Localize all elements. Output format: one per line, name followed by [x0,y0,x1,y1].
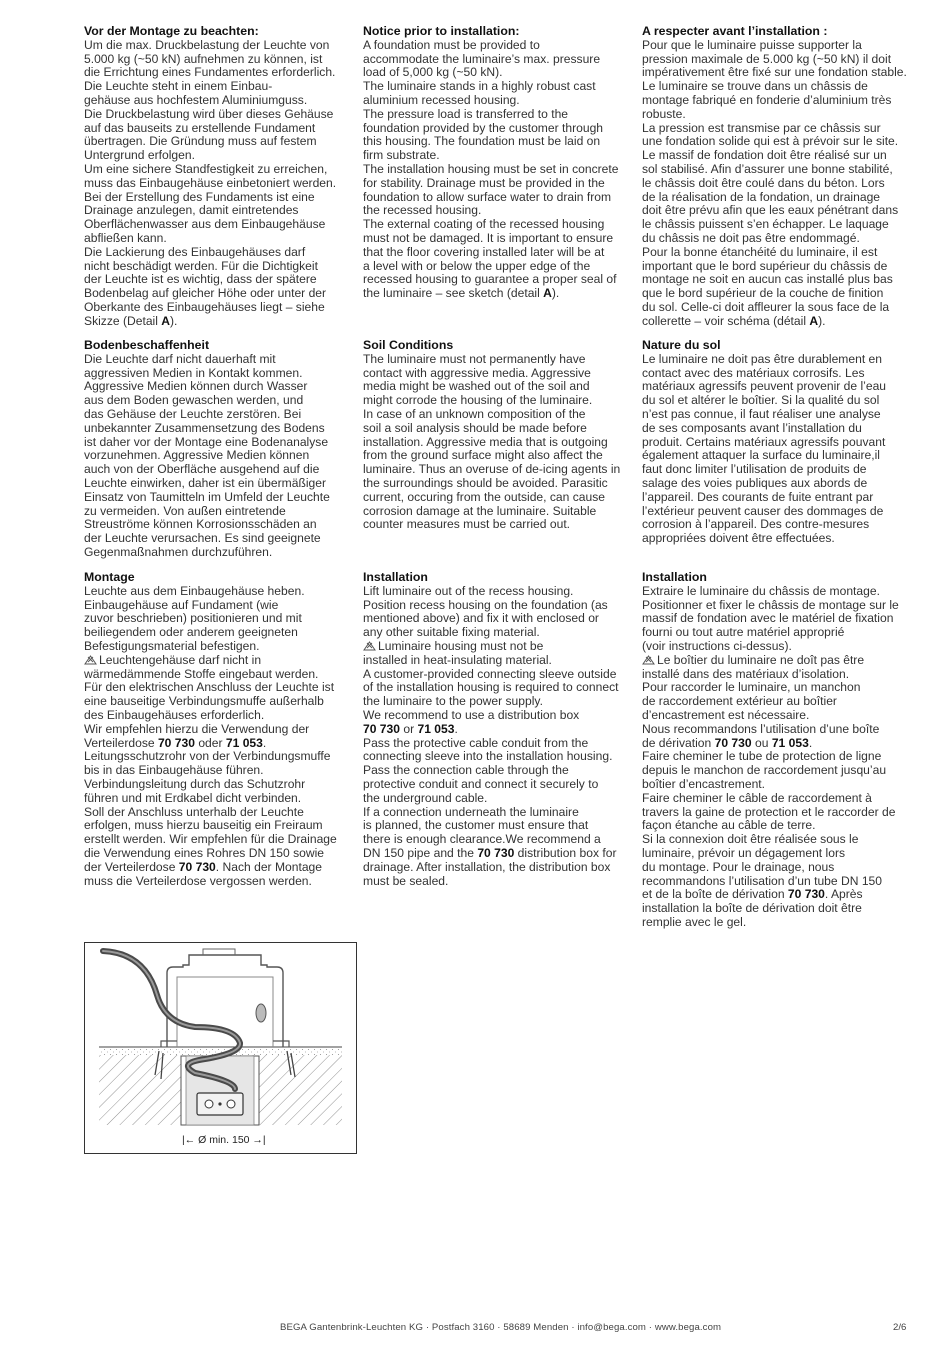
section-installation-en [363,571,631,888]
text-line: Bodenbelag auf gleicher Höhe oder unter der [84,286,327,301]
text-line: appropriées doivent être effectuées. [642,531,835,546]
footer-address: BEGA Gantenbrink-Leuchten KG · Postfach 3160 · 58689 Menden · info@bega.com · www.bega.com [280,1322,722,1333]
text-line: La pression est transmise par ce châssis sur [642,120,881,135]
text-line: produit. Certains matériaux agressifs pouvant [642,434,886,449]
text-line: erfolgen, muss hierzu bauseitig ein Freiraum [84,818,323,833]
text-line: sol stabilisé. Afin d’assurer une bonne stabilité, [642,161,893,176]
text-line: Bei der Erstellung des Fundaments ist eine [84,189,315,204]
heading: Montage [84,570,135,584]
text-line: salage des voies publiques aux abords de [642,475,868,490]
text-line: zuvor beschrieben) positionieren und mit [84,611,302,626]
text-line: Leuchte einwirken, daher ist ein übermäßiger [84,475,327,490]
text-line: matériaux agressifs peuvent provenir de l’eau [642,379,887,394]
text-line: erstellt werden. Wir empfehlen für die Drainage [84,832,337,847]
text-line: Einsatz von Taumitteln im Umfeld der Leuchte [84,489,330,504]
text-line: The installation housing must be set in concrete [363,161,619,176]
text-line: is planned, the customer must ensure that [363,818,589,833]
text-line: Pour que le luminaire puisse supporter la [642,37,862,52]
text-line: de raccordement extérieur au boîtier [642,694,837,709]
text-line: Soll der Anschluss unterhalb der Leuchte [84,804,304,819]
text-line: Die Lackierung des Einbaugehäuses darf [84,244,306,259]
text-line: n’est pas connue, il faut réaliser une analyse [642,406,881,421]
dimension-label: |← Ø min. 150 →| [182,1134,266,1146]
text-line: Drainage anzulegen, damit eintretendes [84,203,299,218]
text-line: there is enough clearance.We recommend a [363,832,601,847]
text-line: du sol. Celle-ci doit affleurer la sous face de la [642,299,890,314]
text-line: l’extérieur peuvent causer des dommages de [642,503,884,518]
paragraph: Pour que le luminaire puisse supporter la pression maximale de 5.000 kg (~50 kN) il doit impérativement être fixé sur une fondation stable. Le luminaire se trouve dans un châssis de montage fabriqué en fonderie d’aluminium très robuste. La pression est transmise par ce châssis sur une fondation solide qui est à prévoir sur le site. Le massif de fondation doit être réalisé sur un sol stabilisé. Afin d’assurer une bonne stabilité, le châssis doit être coulé dans du béton. Lors de la réalisation de la fondation, un drainage doit être prévu afin que les eaux pénétrant dans le châssis puissent s’en échapper. Le laquage du châssis ne doit pas être endommagé. Pour la bonne étanchéité du luminaire, il est important que le bord supérieur du châssis de montage ne soit en aucun cas installé plus bas que le bord supérieur de la couche de finition du sol. Celle-ci doit affleurer la sous face de la collerette – voir schéma (détail A). [642,37,907,328]
text-line: current, occuring from the outside, can cause [363,489,605,504]
text-line: aluminium recessed housing. [363,92,520,107]
heading: Soil Conditions [363,338,454,352]
text-line: le châssis puissent s’en échapper. Le laquage [642,217,889,232]
paragraph [84,353,352,560]
text-line: firm substrate. [363,148,440,163]
text-line: If a connection underneath the luminaire [363,804,579,819]
text-line: corrosion à l’appareil. Des contre-mesures [642,517,870,532]
text-line: must not be damaged. It is important to ensure [363,230,614,245]
text-line: Streuströme können Korrosionsschäden an [84,517,317,532]
text-line: zu vermeiden. Von außen eintretende [84,503,286,518]
text-line: Position recess housing on the foundation (as [363,597,608,612]
text-line: der Leuchte verursachen. Es sind geeignete [84,531,321,546]
text-line: Oberflächenwasser aus dem Einbaugehäuse [84,217,326,232]
heading: Installation [363,570,428,584]
text-line: Pass the protective cable conduit from the [363,735,589,750]
text-line: Die Leuchte steht in einem Einbau- [84,79,273,94]
text-line: Leuchte aus dem Einbaugehäuse heben. [84,583,305,598]
text-line: luminaire. Thus an overuse of de-icing agents in [363,462,621,477]
text-line: installation la boîte de dérivation doit être [642,901,862,916]
heading: Installation [642,570,707,584]
text-line: massif de fondation avec le matériel de fixation [642,611,894,626]
text-line: Gegenmaßnahmen durchzuführen. [84,544,273,559]
text-line: du montage. Pour le drainage, nous [642,859,835,874]
text-line: remplie avec le gel. [642,914,747,929]
section-before-installation-en [363,25,631,301]
heading: Notice prior to installation: [363,24,520,38]
cable-gland [256,1004,266,1022]
text-line: Le massif de fondation doit être réalisé sur un [642,148,887,163]
text-line: might corrode the housing of the luminaire. [363,393,593,408]
text-line: Le luminaire se trouve dans un châssis de [642,79,868,94]
section-soil-en [363,339,631,532]
installation-diagram [85,943,356,1153]
text-line: eine bauseitige Verbindungsmuffe außerhalb [84,694,324,709]
text-line: ist daher vor der Montage eine Bodenanalyse [84,434,329,449]
text-line: montage fabriqué en fonderie d’aluminium très [642,92,892,107]
text-line: Aggressive Medien können durch Wasser [84,379,308,394]
text-line: Wir empfehlen hierzu die Verwendung der [84,721,310,736]
text-line: die Errichtung eines Fundamentes erforderlich. [84,65,336,80]
paragraph: Um die max. Druckbelastung der Leuchte von 5.000 kg (~50 kN) aufnehmen zu können, ist die Errichtung eines Fundamentes erforderlich. Die Leuchte steht in einem Einbau- gehäuse aus hochfestem Aluminiumguss. Die Druckbelastung wird über dieses Gehäuse auf das bauseits zu erstellende Fundament übertragen. Die Gründung muss auf festem Untergrund erfolgen. Um eine sichere Standfestigkeit zu erreichen, muss das Einbaugehäuse einbetoniert werden. Bei der Erstellung des Fundaments ist eine Drainage anzulegen, damit eintretendes Oberflächenwasser aus dem Einbaugehäuse abfließen kann. Die Lackierung des Einbaugehäuses darf nicht beschädigt werden. Für die Dichtigkeit der Leuchte ist es wichtig, dass der spätere Bodenbelag auf gleicher Höhe oder unter der Oberkante des Einbaugehäuses liegt – siehe Skizze (Detail A). [84,37,337,328]
text-line: de ses composants avant l’installation du [642,420,862,435]
text-line: The pressure load is transferred to the [363,106,569,121]
warning-icon [642,655,655,665]
text-line: accommodate the luminaire’s max. pressure [363,51,601,66]
text-line: connecting sleeve into the installation housing. [363,749,613,764]
text-line: Pass the connection cable through the [363,763,569,778]
text-line: des Einbaugehäuses erforderlich. [84,707,265,722]
text-line: übertragen. Die Gründung muss auf festem [84,134,317,149]
text-line: protective conduit and connect it securely to [363,776,599,791]
text-line: faut donc limiter l’utilisation de produits de [642,462,867,477]
text-line: Einbaugehäuse auf Fundament (wie [84,597,279,612]
text-line: führen und mit Erdkabel dicht verbinden. [84,790,302,805]
text-line: le châssis doit être coulé dans du béton. Lors [642,175,885,190]
text-line: that the floor covering installed later will be at [363,244,605,259]
text-line: muss die Verteilerdose vergossen werden. [84,873,312,888]
paragraph: Extraire le luminaire du châssis de montage. Positionner et fixer le châssis de montage sur le massif de fondation avec le matériel de fixation fourni ou tout autre matériel approprié (voir instructions ci-dessus). Le boîtier du luminaire ne doît pas être installé dans des matériaux d’isolation. Pour raccorder le luminaire, un manchon de raccordement extérieur au boîtier d’encastrement est nécessaire. Nous recommandons l’utilisation d’une boîte de dérivation 70 730 ou 71 053. Faire cheminer le tube de protection de ligne depuis le manchon de raccordement jusqu’au boîtier d’encastrement. Faire cheminer le câble de raccordement à travers la gaine de protection et le raccorder de façon étanche au câble de terre. Si la connexion doit être réalisée sous le luminaire, prévoir un dégagement lors du montage. Pour le drainage, nous recommandons l’utilisation d’un tube DN 150 et de la boîte de dérivation 70 730. Après installation la boîte de dérivation doit être remplie avec le gel. [642,583,899,929]
text-line: Faire cheminer le câble de raccordement à [642,790,872,805]
text-line: auf das bauseits zu erstellende Fundament [84,120,316,135]
text-line: drainage. After installation, the distribution box [363,859,611,874]
text-line: Untergrund erfolgen. [84,148,195,163]
text-line: contact avec des matériaux corrosifs. Les [642,365,865,380]
text-line: of the installation housing is required to connect [363,680,619,695]
text-line: important que le bord supérieur du châssis de [642,258,888,273]
text-line: Nous recommandons l’utilisation d’une boîte [642,721,880,736]
paragraph [363,353,631,532]
text-line: must be sealed. [363,873,449,888]
section-before-installation-de [84,25,352,329]
text-line: également attaquer la surface du luminaire,il [642,448,880,463]
text-line: das Gehäuse der Leuchte zerstören. Bei [84,406,302,421]
text-line: any other suitable fixing material. [363,625,540,640]
text-line: 5.000 kg (~50 kN) aufnehmen zu können, ist [84,51,323,66]
text-line: counter measures must be carried out. [363,517,571,532]
section-soil-fr [642,339,910,546]
text-line: Oberkante des Einbaugehäuses liegt – siehe [84,299,325,314]
text-line: Extraire le luminaire du châssis de montage. [642,583,880,598]
text-line: nicht beschädigt werden. Für die Dichtigkeit [84,258,318,273]
text-line: unbekannter Zusammensetzung des Bodens [84,420,325,435]
text-line: montage ne soit en aucun cas installé plus bas [642,272,893,287]
text-line: Lift luminaire out of the recess housing. [363,583,574,598]
paragraph: Lift luminaire out of the recess housing. Position recess housing on the foundation (as mentioned above) and fix it with enclosed or any other suitable fixing material. Luminaire housing must not be installed in heat-insulating material. A customer-provided connecting sleeve outside of the installation housing is required to connect the luminaire to the power supply. We recommend to use a distribution box 70 730 or 71 053. Pass the protective cable conduit from the connecting sleeve into the installation housing. Pass the connection cable through the protective conduit and connect it securely to the underground cable. If a connection underneath the luminaire is planned, the customer must ensure that there is enough clearance.We recommend a DN 150 pipe and the 70 730 distribution box for drainage. After installation, the distribution box must be sealed. [363,583,619,888]
section-montage-de [84,571,352,888]
text-line: We recommend to use a distribution box [363,707,580,722]
text-line: du sol et altérer le boîtier. Si la qualité du sol [642,393,880,408]
text-line: boîtier d’encastrement. [642,776,766,791]
text-line: the recessed housing. [363,203,482,218]
text-line: Pour la bonne étanchéité du luminaire, il est [642,244,878,259]
text-line: façon étanche au câble de terre. [642,818,816,833]
text-line: load of 5,000 kg (~50 kN). [363,65,503,80]
text-line: du châssis ne doit pas être endommagé. [642,230,860,245]
text-line: aggressiven Medien in Kontakt kommen. [84,365,303,380]
section-before-installation-fr [642,25,910,329]
heading: Vor der Montage zu beachten: [84,24,259,38]
text-line: aus dem Boden gewaschen werden, und [84,393,304,408]
text-line: d’encastrement est nécessaire. [642,707,810,722]
text-line: In case of an unknown composition of the [363,406,586,421]
text-line: the luminaire to the power supply. [363,694,543,709]
text-line: for stability. Drainage must be provided in the [363,175,605,190]
text-line: corrosion damage at the luminaire. Suitable [363,503,597,518]
text-line: Leitungsschutzrohr von der Verbindungsmuffe [84,749,331,764]
heading: Bodenbeschaffenheit [84,338,210,352]
heading: Nature du sol [642,338,721,352]
text-line: soil a soil analysis should be made before [363,420,587,435]
text-line: Si la connexion doit être réalisée sous le [642,832,859,847]
text-line: A customer-provided connecting sleeve outside [363,666,617,681]
heading: A respecter avant l’installation : [642,24,828,38]
section-installation-fr [642,571,910,930]
text-line: contact with aggressive media. Aggressive [363,365,591,380]
text-line: installé dans des matériaux d’isolation. [642,666,850,681]
text-line: a level with or below the upper edge of the [363,258,591,273]
text-line: une fondation solide qui est à prévoir sur le site. [642,134,899,149]
text-line: auch von der Oberfläche ausgehend auf die [84,462,320,477]
paragraph [642,353,910,546]
text-line: recommandons l’utilisation d’un tube DN 150 [642,873,882,888]
text-line: Um eine sichere Standfestigkeit zu erreichen, [84,161,328,176]
text-line: vorzunehmen. Aggressive Medien können [84,448,310,463]
text-line: Pour raccorder le luminaire, un manchon [642,680,861,695]
text-line: l’appareil. Des courants de fuite entrant par [642,489,874,504]
text-line: from the ground surface might also affect the [363,448,603,463]
text-line: der Leuchte ist es wichtig, dass der spätere [84,272,317,287]
paragraph: A foundation must be provided to accommodate the luminaire’s max. pressure load of 5,000 kg (~50 kN). The luminaire stands in a highly robust cast aluminium recessed housing. The pressure load is transferred to the foundation provided by the customer through this housing. The foundation must be laid on firm substrate. The installation housing must be set in concrete for stability. Drainage must be provided in the foundation to allow surface water to drain from the recessed housing. The external coating of the recessed housing must not be damaged. It is important to ensure that the floor covering installed later will be at a level with or below the upper edge of the recessed housing to guarantee a proper seal of the luminaire – see sketch (detail A). [363,37,619,301]
text-line: the surroundings should be avoided. Parasitic [363,475,608,490]
text-line: Le luminaire ne doit pas être durablement en [642,351,883,366]
text-line: mentioned above) and fix it with enclosed or [363,611,599,626]
text-line: luminaire, prévoir un dégagement lors [642,845,846,860]
text-line: (voir instructions ci-dessus). [642,638,792,653]
text-line: Befestigungsmaterial befestigen. [84,638,260,653]
warning-icon [84,655,97,665]
text-line: bis in das Einbaugehäuse führen. [84,763,264,778]
text-line: beiliegendem oder anderem geeigneten [84,625,298,640]
text-line: foundation to allow surface water to drain from [363,189,612,204]
text-line: Positionner et fixer le châssis de montage sur le [642,597,899,612]
text-line: fourni ou tout autre matériel approprié [642,625,845,640]
text-line: The luminaire stands in a highly robust cast [363,79,596,94]
installation-sketch [84,942,357,1154]
text-line: recessed housing to guarantee a proper seal of [363,272,617,287]
text-line: A foundation must be provided to [363,37,540,52]
text-line: Die Leuchte darf nicht dauerhaft mit [84,351,276,366]
text-line: doit être prévu afin que les eaux pénétrant dans [642,203,899,218]
text-line: installation. Aggressive media that is outgoing [363,434,608,449]
text-line: this housing. The foundation must be laid on [363,134,601,149]
text-line: abfließen kann. [84,230,167,245]
text-line: muss das Einbaugehäuse einbetoniert werden. [84,175,337,190]
text-line: Die Druckbelastung wird über dieses Gehäuse [84,106,334,121]
text-line: de la réalisation de la fondation, un drainage [642,189,881,204]
text-line: die Verwendung eines Rohres DN 150 sowie [84,845,325,860]
page-number: 2/6 [893,1322,907,1333]
text-line: media might be washed out of the soil and [363,379,590,394]
text-line: gehäuse aus hochfestem Aluminiumguss. [84,92,308,107]
text-line: impérativement être fixé sur une fondation stable. [642,65,907,80]
text-line: foundation provided by the customer through [363,120,604,135]
section-soil-de [84,339,352,560]
warning-icon [363,641,376,651]
text-line: Um die max. Druckbelastung der Leuchte von [84,37,330,52]
text-line: wärmedämmende Stoffe eingebaut werden. [84,666,319,681]
text-line: The external coating of the recessed housing [363,217,605,232]
text-line: Faire cheminer le tube de protection de ligne [642,749,882,764]
text-line: installed in heat-insulating material. [363,652,552,667]
text-line: travers la gaine de protection et le raccorder de [642,804,896,819]
text-line: Verbindungsleitung durch das Schutzrohr [84,776,306,791]
text-line: The luminaire must not permanently have [363,351,586,366]
text-line: Für den elektrischen Anschluss der Leuchte ist [84,680,335,695]
text-line: robuste. [642,106,686,121]
text-line: the underground cable. [363,790,488,805]
text-line: depuis le manchon de raccordement jusqu’au [642,763,887,778]
text-line: pression maximale de 5.000 kg (~50 kN) il doit [642,51,892,66]
paragraph: Leuchte aus dem Einbaugehäuse heben. Einbaugehäuse auf Fundament (wie zuvor beschrieben) positionieren und mit beiliegendem oder anderem geeigneten Befestigungsmaterial befestigen. Leuchtengehäuse darf nicht in wärmedämmende Stoffe eingebaut werden. Für den elektrischen Anschluss der Leuchte ist eine bauseitige Verbindungsmuffe außerhalb des Einbaugehäuses erforderlich. Wir empfehlen hierzu die Verwendung der Verteilerdose 70 730 oder 71 053. Leitungsschutzrohr von der Verbindungsmuffe bis in das Einbaugehäuse führen. Verbindungsleitung durch das Schutzrohr führen und mit Erdkabel dicht verbinden. Soll der Anschluss unterhalb der Leuchte erfolgen, muss hierzu bauseitig ein Freiraum erstellt werden. Wir empfehlen für die Drainage die Verwendung eines Rohres DN 150 sowie der Verteilerdose 70 730. Nach der Montage muss die Verteilerdose vergossen werden. [84,583,337,888]
text-line: que le bord supérieur de la couche de finition [642,286,884,301]
